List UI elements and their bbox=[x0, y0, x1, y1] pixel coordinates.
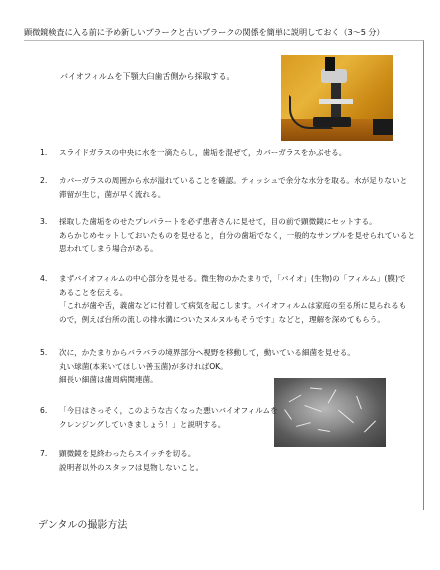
bacteria-micrograph bbox=[274, 378, 386, 447]
page-title: 顕微鏡検査に入る前に予め新しいプラークと古いプラークの関係を簡単に説明しておく（3～5 分） bbox=[24, 27, 385, 37]
intro-text: バイオフィルムを下顎大臼歯舌側から採取する。 bbox=[60, 72, 235, 81]
footer-caption: デンタルの撮影方法 bbox=[38, 520, 128, 531]
microscope-photo bbox=[281, 55, 393, 141]
